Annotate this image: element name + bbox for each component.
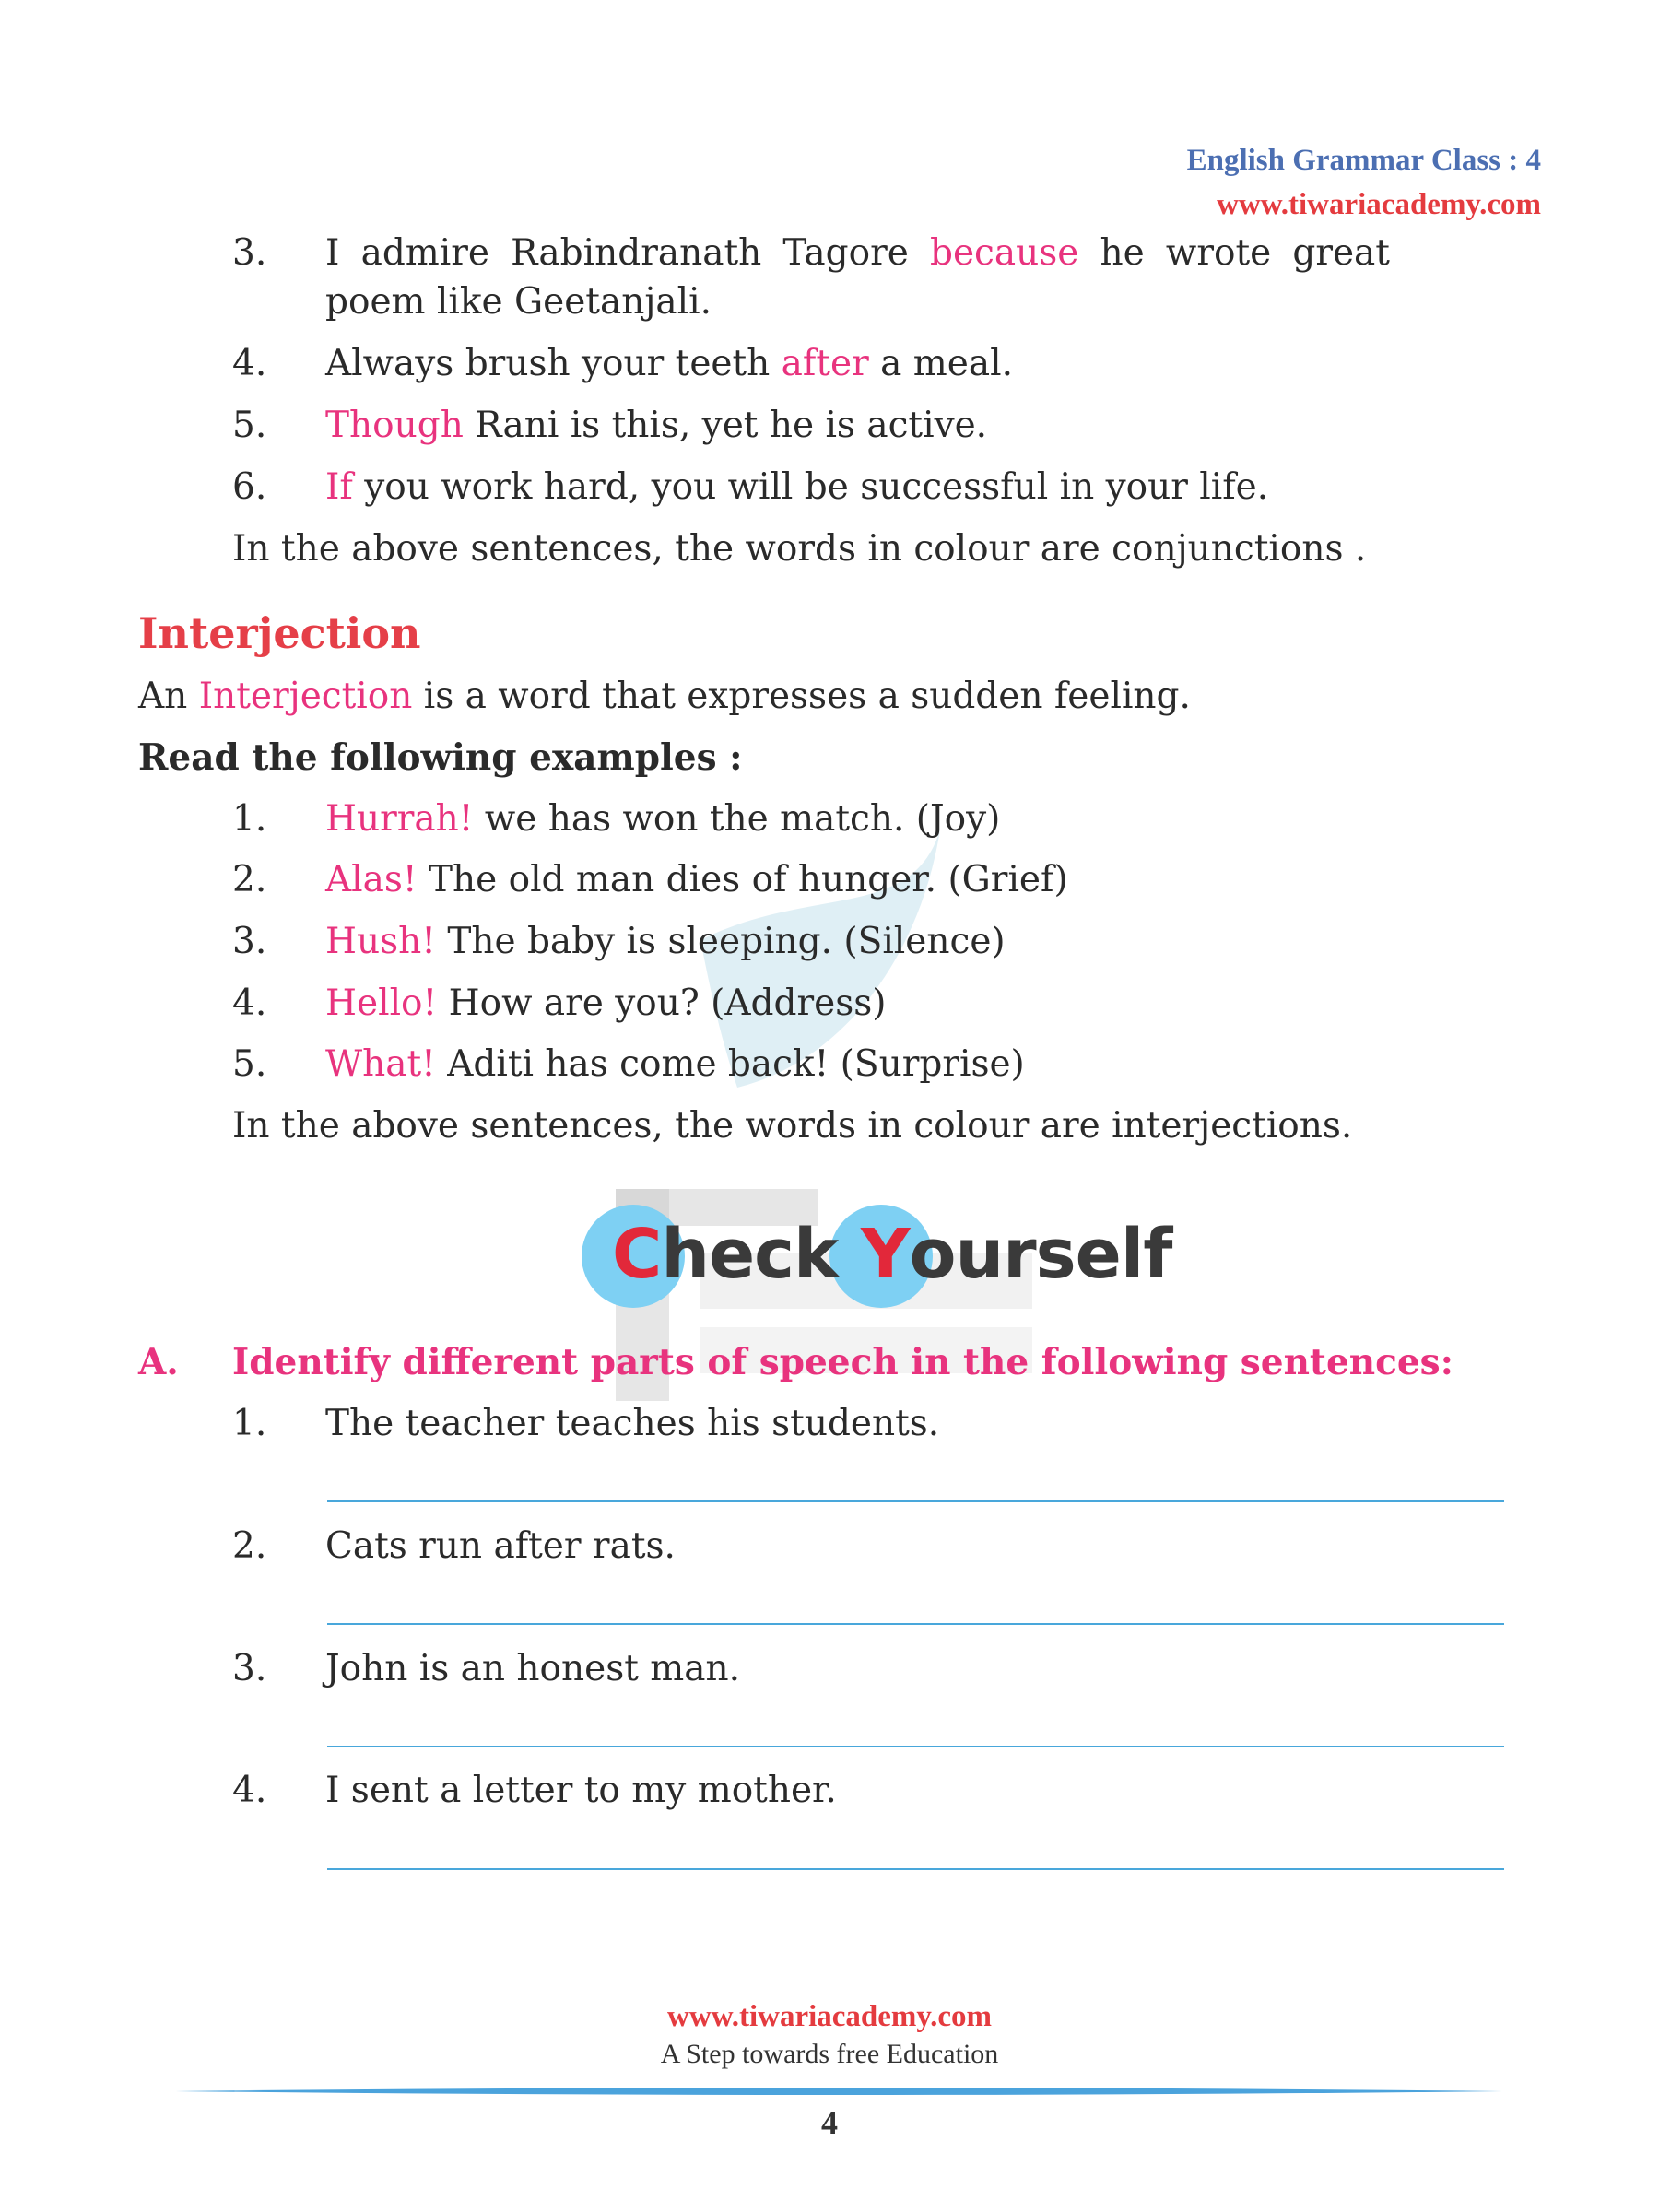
exercise-instruction: Identify different parts of speech in the following sentences: xyxy=(232,1341,1454,1383)
interjection-word: Alas! xyxy=(325,859,418,900)
list-number: 4. xyxy=(232,343,267,384)
conjunction-note: In the above sentences, the words in colour are conjunctions . xyxy=(232,528,1367,570)
list-number: 1. xyxy=(232,798,267,840)
list-item: Hurrah! we has won the match. (Joy) xyxy=(325,798,1001,840)
footer-tagline: A Step towards free Education xyxy=(660,2039,999,2069)
answer-line[interactable] xyxy=(327,1868,1504,1870)
list-number: 3. xyxy=(232,232,267,274)
list-number: 2. xyxy=(232,859,267,900)
check-yourself-title: Check Yourself xyxy=(612,1215,1172,1294)
header-title: English Grammar Class : 4 xyxy=(1186,144,1541,177)
highlighted-term: Interjection xyxy=(198,676,413,717)
list-item: Always brush your teeth after a meal. xyxy=(325,343,1013,384)
answer-line[interactable] xyxy=(327,1746,1504,1747)
list-number: 6. xyxy=(232,466,267,508)
list-number: 2. xyxy=(232,1525,267,1567)
list-number: 1. xyxy=(232,1403,267,1444)
interjection-word: What! xyxy=(325,1043,436,1085)
conjunction-word: because xyxy=(930,232,1079,274)
section-heading: Interjection xyxy=(138,608,421,658)
exercise-sentence: I sent a letter to my mother. xyxy=(325,1770,837,1811)
list-number: 5. xyxy=(232,405,267,446)
list-item: Hush! The baby is sleeping. (Silence) xyxy=(325,921,1006,962)
answer-line[interactable] xyxy=(327,1623,1504,1625)
exercise-label: A. xyxy=(138,1341,179,1383)
list-item: I admire Rabindranath Tagore because he wrote great xyxy=(325,232,1390,274)
list-item: If you work hard, you will be successful in your life. xyxy=(325,466,1269,508)
footer-divider xyxy=(175,2085,1502,2098)
interjection-word: Hello! xyxy=(325,982,438,1024)
list-item: Hello! How are you? (Address) xyxy=(325,982,887,1024)
list-number: 3. xyxy=(232,1648,267,1689)
interjection-word: Hurrah! xyxy=(325,798,474,840)
answer-line[interactable] xyxy=(327,1500,1504,1502)
conjunction-word: Though xyxy=(325,405,464,446)
examples-heading: Read the following examples : xyxy=(138,736,743,779)
header-website: www.tiwariacademy.com xyxy=(1217,188,1541,221)
exercise-sentence: The teacher teaches his students. xyxy=(325,1403,940,1444)
conjunction-word: after xyxy=(781,343,869,384)
list-item: Though Rani is this, yet he is active. xyxy=(325,405,988,446)
list-item-continued: poem like Geetanjali. xyxy=(325,281,712,323)
list-number: 5. xyxy=(232,1043,267,1085)
definition: An Interjection is a word that expresses a sudden feeling. xyxy=(138,676,1191,717)
interjection-note: In the above sentences, the words in colour are interjections. xyxy=(232,1105,1353,1147)
list-number: 4. xyxy=(232,982,267,1024)
list-item: Alas! The old man dies of hunger. (Grief) xyxy=(325,859,1068,900)
interjection-word: Hush! xyxy=(325,921,436,962)
list-item: What! Aditi has come back! (Surprise) xyxy=(325,1043,1025,1085)
conjunction-word: If xyxy=(325,466,353,508)
list-number: 3. xyxy=(232,921,267,962)
exercise-sentence: John is an honest man. xyxy=(325,1648,741,1689)
list-number: 4. xyxy=(232,1770,267,1811)
exercise-sentence: Cats run after rats. xyxy=(325,1525,676,1567)
page-number: 4 xyxy=(821,2104,838,2141)
footer-website: www.tiwariacademy.com xyxy=(667,2000,992,2033)
